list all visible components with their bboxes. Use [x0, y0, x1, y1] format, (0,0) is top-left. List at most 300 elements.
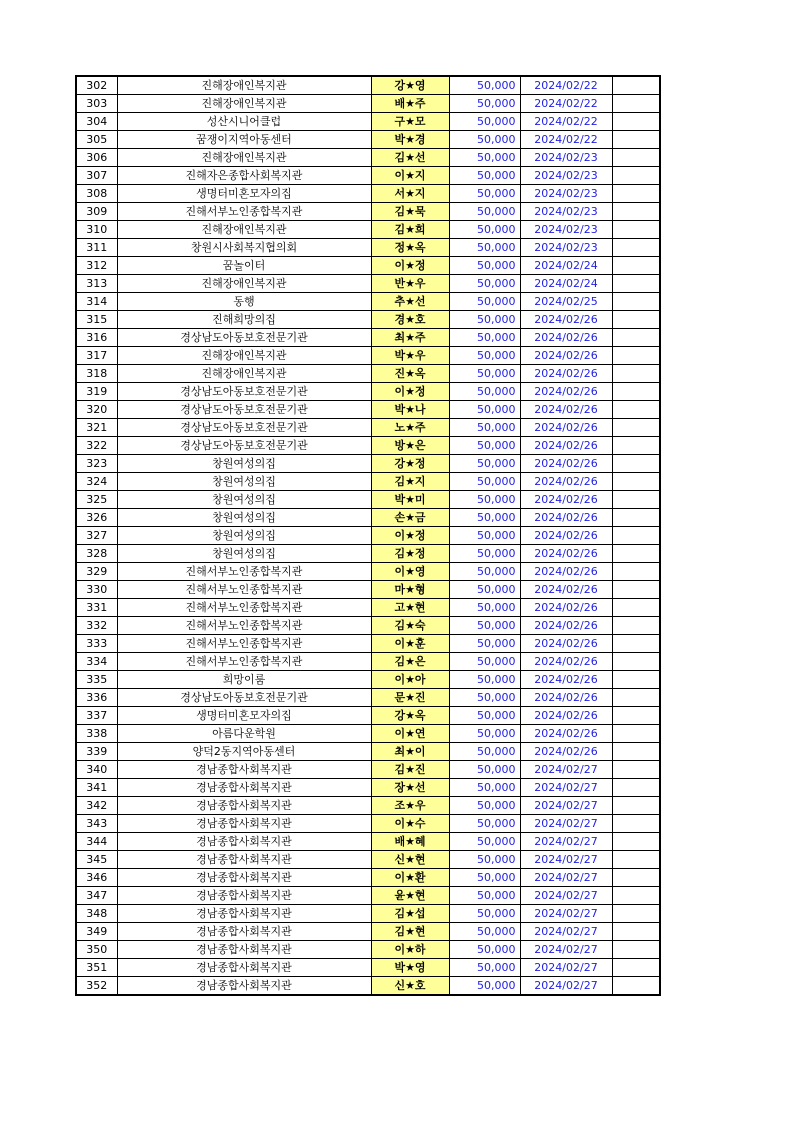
organization-cell: 희망이룸	[117, 671, 371, 689]
recipient-name-cell: 이★환	[371, 869, 449, 887]
amount-cell: 50,000	[449, 347, 520, 365]
table-row	[76, 671, 660, 689]
recipient-name-cell: 이★영	[371, 563, 449, 581]
note-cell	[612, 941, 660, 959]
row-number-cell: 319	[76, 383, 117, 401]
amount-cell: 50,000	[449, 797, 520, 815]
ledger-body	[76, 76, 660, 995]
organization-cell: 경남종합사회복지관	[117, 923, 371, 941]
amount-cell: 50,000	[449, 923, 520, 941]
date-cell: 2024/02/26	[520, 383, 612, 401]
recipient-name-cell: 이★정	[371, 527, 449, 545]
amount-cell: 50,000	[449, 833, 520, 851]
note-cell	[612, 491, 660, 509]
organization-cell: 창원여성의집	[117, 455, 371, 473]
amount-cell: 50,000	[449, 167, 520, 185]
amount-cell: 50,000	[449, 905, 520, 923]
organization-cell: 진해서부노인종합복지관	[117, 599, 371, 617]
row-number-cell: 341	[76, 779, 117, 797]
amount-cell: 50,000	[449, 869, 520, 887]
table-row	[76, 743, 660, 761]
organization-cell: 경남종합사회복지관	[117, 887, 371, 905]
amount-cell: 50,000	[449, 941, 520, 959]
organization-cell: 진해장애인복지관	[117, 275, 371, 293]
amount-cell: 50,000	[449, 311, 520, 329]
date-cell: 2024/02/23	[520, 203, 612, 221]
recipient-name-cell: 김★현	[371, 923, 449, 941]
organization-cell: 창원여성의집	[117, 491, 371, 509]
row-number-cell: 315	[76, 311, 117, 329]
date-cell: 2024/02/26	[520, 743, 612, 761]
recipient-name-cell: 김★희	[371, 221, 449, 239]
date-cell: 2024/02/27	[520, 923, 612, 941]
date-cell: 2024/02/27	[520, 761, 612, 779]
row-number-cell: 304	[76, 113, 117, 131]
amount-cell: 50,000	[449, 329, 520, 347]
date-cell: 2024/02/26	[520, 599, 612, 617]
table-row	[76, 545, 660, 563]
amount-cell: 50,000	[449, 635, 520, 653]
note-cell	[612, 221, 660, 239]
recipient-name-cell: 김★묵	[371, 203, 449, 221]
date-cell: 2024/02/27	[520, 941, 612, 959]
amount-cell: 50,000	[449, 887, 520, 905]
table-row	[76, 905, 660, 923]
table-row	[76, 815, 660, 833]
amount-cell: 50,000	[449, 293, 520, 311]
amount-cell: 50,000	[449, 383, 520, 401]
table-row	[76, 275, 660, 293]
organization-cell: 진해서부노인종합복지관	[117, 581, 371, 599]
amount-cell: 50,000	[449, 509, 520, 527]
row-number-cell: 336	[76, 689, 117, 707]
recipient-name-cell: 서★지	[371, 185, 449, 203]
organization-cell: 진해서부노인종합복지관	[117, 617, 371, 635]
note-cell	[612, 257, 660, 275]
note-cell	[612, 293, 660, 311]
table-row	[76, 581, 660, 599]
organization-cell: 동행	[117, 293, 371, 311]
note-cell	[612, 329, 660, 347]
table-row	[76, 347, 660, 365]
row-number-cell: 303	[76, 95, 117, 113]
organization-cell: 경상남도아동보호전문기관	[117, 437, 371, 455]
amount-cell: 50,000	[449, 599, 520, 617]
note-cell	[612, 833, 660, 851]
note-cell	[612, 185, 660, 203]
organization-cell: 생명터미혼모자의집	[117, 707, 371, 725]
row-number-cell: 350	[76, 941, 117, 959]
date-cell: 2024/02/26	[520, 635, 612, 653]
recipient-name-cell: 최★주	[371, 329, 449, 347]
recipient-name-cell: 이★아	[371, 671, 449, 689]
row-number-cell: 345	[76, 851, 117, 869]
note-cell	[612, 959, 660, 977]
amount-cell: 50,000	[449, 671, 520, 689]
recipient-name-cell: 박★우	[371, 347, 449, 365]
recipient-name-cell: 신★현	[371, 851, 449, 869]
table-row	[76, 419, 660, 437]
row-number-cell: 309	[76, 203, 117, 221]
date-cell: 2024/02/27	[520, 887, 612, 905]
table-row	[76, 599, 660, 617]
table-row	[76, 167, 660, 185]
table-row	[76, 293, 660, 311]
organization-cell: 창원여성의집	[117, 545, 371, 563]
organization-cell: 경남종합사회복지관	[117, 761, 371, 779]
recipient-name-cell: 손★금	[371, 509, 449, 527]
organization-cell: 창원여성의집	[117, 473, 371, 491]
recipient-name-cell: 이★수	[371, 815, 449, 833]
row-number-cell: 338	[76, 725, 117, 743]
amount-cell: 50,000	[449, 401, 520, 419]
amount-cell: 50,000	[449, 851, 520, 869]
date-cell: 2024/02/26	[520, 491, 612, 509]
organization-cell: 진해자은종합사회복지관	[117, 167, 371, 185]
recipient-name-cell: 강★옥	[371, 707, 449, 725]
table-row	[76, 203, 660, 221]
organization-cell: 경상남도아동보호전문기관	[117, 419, 371, 437]
table-row	[76, 473, 660, 491]
organization-cell: 경남종합사회복지관	[117, 833, 371, 851]
amount-cell: 50,000	[449, 581, 520, 599]
amount-cell: 50,000	[449, 545, 520, 563]
date-cell: 2024/02/24	[520, 275, 612, 293]
note-cell	[612, 509, 660, 527]
recipient-name-cell: 경★호	[371, 311, 449, 329]
date-cell: 2024/02/26	[520, 509, 612, 527]
organization-cell: 성산시니어클럽	[117, 113, 371, 131]
date-cell: 2024/02/26	[520, 311, 612, 329]
date-cell: 2024/02/23	[520, 167, 612, 185]
organization-cell: 경남종합사회복지관	[117, 869, 371, 887]
amount-cell: 50,000	[449, 707, 520, 725]
recipient-name-cell: 김★정	[371, 545, 449, 563]
note-cell	[612, 473, 660, 491]
recipient-name-cell: 이★지	[371, 167, 449, 185]
note-cell	[612, 113, 660, 131]
date-cell: 2024/02/26	[520, 545, 612, 563]
date-cell: 2024/02/27	[520, 869, 612, 887]
note-cell	[612, 689, 660, 707]
organization-cell: 경남종합사회복지관	[117, 941, 371, 959]
row-number-cell: 325	[76, 491, 117, 509]
organization-cell: 진해장애인복지관	[117, 365, 371, 383]
organization-cell: 꿈쟁이지역아동센터	[117, 131, 371, 149]
donation-ledger-table	[75, 75, 661, 996]
date-cell: 2024/02/26	[520, 527, 612, 545]
recipient-name-cell: 이★정	[371, 383, 449, 401]
table-row	[76, 941, 660, 959]
table-row	[76, 959, 660, 977]
note-cell	[612, 599, 660, 617]
amount-cell: 50,000	[449, 653, 520, 671]
date-cell: 2024/02/23	[520, 221, 612, 239]
row-number-cell: 310	[76, 221, 117, 239]
recipient-name-cell: 조★우	[371, 797, 449, 815]
row-number-cell: 333	[76, 635, 117, 653]
recipient-name-cell: 신★호	[371, 977, 449, 996]
organization-cell: 창원여성의집	[117, 509, 371, 527]
table-row	[76, 797, 660, 815]
organization-cell: 창원시사회복지협의회	[117, 239, 371, 257]
amount-cell: 50,000	[449, 131, 520, 149]
recipient-name-cell: 박★경	[371, 131, 449, 149]
table-row	[76, 977, 660, 996]
table-row	[76, 257, 660, 275]
organization-cell: 경남종합사회복지관	[117, 815, 371, 833]
date-cell: 2024/02/26	[520, 437, 612, 455]
amount-cell: 50,000	[449, 491, 520, 509]
date-cell: 2024/02/27	[520, 833, 612, 851]
date-cell: 2024/02/26	[520, 401, 612, 419]
row-number-cell: 337	[76, 707, 117, 725]
organization-cell: 경상남도아동보호전문기관	[117, 689, 371, 707]
organization-cell: 양덕2동지역아동센터	[117, 743, 371, 761]
date-cell: 2024/02/22	[520, 131, 612, 149]
note-cell	[612, 455, 660, 473]
amount-cell: 50,000	[449, 725, 520, 743]
row-number-cell: 305	[76, 131, 117, 149]
row-number-cell: 332	[76, 617, 117, 635]
table-row	[76, 527, 660, 545]
note-cell	[612, 347, 660, 365]
recipient-name-cell: 배★혜	[371, 833, 449, 851]
note-cell	[612, 923, 660, 941]
table-row	[76, 185, 660, 203]
note-cell	[612, 707, 660, 725]
date-cell: 2024/02/27	[520, 905, 612, 923]
row-number-cell: 340	[76, 761, 117, 779]
organization-cell: 창원여성의집	[117, 527, 371, 545]
amount-cell: 50,000	[449, 203, 520, 221]
note-cell	[612, 149, 660, 167]
organization-cell: 경남종합사회복지관	[117, 959, 371, 977]
table-row	[76, 689, 660, 707]
date-cell: 2024/02/26	[520, 689, 612, 707]
row-number-cell: 313	[76, 275, 117, 293]
recipient-name-cell: 김★은	[371, 653, 449, 671]
table-row	[76, 113, 660, 131]
organization-cell: 진해희망의집	[117, 311, 371, 329]
note-cell	[612, 167, 660, 185]
amount-cell: 50,000	[449, 221, 520, 239]
row-number-cell: 342	[76, 797, 117, 815]
row-number-cell: 339	[76, 743, 117, 761]
organization-cell: 진해장애인복지관	[117, 221, 371, 239]
date-cell: 2024/02/26	[520, 707, 612, 725]
row-number-cell: 330	[76, 581, 117, 599]
row-number-cell: 321	[76, 419, 117, 437]
note-cell	[612, 671, 660, 689]
row-number-cell: 351	[76, 959, 117, 977]
note-cell	[612, 725, 660, 743]
organization-cell: 진해서부노인종합복지관	[117, 653, 371, 671]
note-cell	[612, 887, 660, 905]
organization-cell: 경남종합사회복지관	[117, 977, 371, 996]
row-number-cell: 327	[76, 527, 117, 545]
recipient-name-cell: 강★정	[371, 455, 449, 473]
date-cell: 2024/02/27	[520, 779, 612, 797]
row-number-cell: 323	[76, 455, 117, 473]
date-cell: 2024/02/27	[520, 815, 612, 833]
recipient-name-cell: 반★우	[371, 275, 449, 293]
recipient-name-cell: 박★미	[371, 491, 449, 509]
organization-cell: 경남종합사회복지관	[117, 779, 371, 797]
amount-cell: 50,000	[449, 743, 520, 761]
note-cell	[612, 203, 660, 221]
note-cell	[612, 977, 660, 996]
organization-cell: 진해장애인복지관	[117, 149, 371, 167]
date-cell: 2024/02/26	[520, 671, 612, 689]
recipient-name-cell: 김★선	[371, 149, 449, 167]
recipient-name-cell: 추★선	[371, 293, 449, 311]
note-cell	[612, 239, 660, 257]
organization-cell: 꿈놀이터	[117, 257, 371, 275]
table-row	[76, 437, 660, 455]
recipient-name-cell: 이★훈	[371, 635, 449, 653]
amount-cell: 50,000	[449, 437, 520, 455]
recipient-name-cell: 정★옥	[371, 239, 449, 257]
organization-cell: 생명터미혼모자의집	[117, 185, 371, 203]
table-row	[76, 509, 660, 527]
row-number-cell: 307	[76, 167, 117, 185]
note-cell	[612, 761, 660, 779]
amount-cell: 50,000	[449, 149, 520, 167]
recipient-name-cell: 진★옥	[371, 365, 449, 383]
row-number-cell: 314	[76, 293, 117, 311]
amount-cell: 50,000	[449, 779, 520, 797]
table-row	[76, 95, 660, 113]
note-cell	[612, 401, 660, 419]
amount-cell: 50,000	[449, 113, 520, 131]
note-cell	[612, 581, 660, 599]
table-row	[76, 851, 660, 869]
row-number-cell: 344	[76, 833, 117, 851]
table-row	[76, 149, 660, 167]
organization-cell: 진해서부노인종합복지관	[117, 203, 371, 221]
recipient-name-cell: 이★정	[371, 257, 449, 275]
row-number-cell: 349	[76, 923, 117, 941]
amount-cell: 50,000	[449, 563, 520, 581]
recipient-name-cell: 배★주	[371, 95, 449, 113]
amount-cell: 50,000	[449, 473, 520, 491]
row-number-cell: 312	[76, 257, 117, 275]
row-number-cell: 331	[76, 599, 117, 617]
row-number-cell: 326	[76, 509, 117, 527]
date-cell: 2024/02/23	[520, 185, 612, 203]
recipient-name-cell: 장★선	[371, 779, 449, 797]
table-row	[76, 653, 660, 671]
row-number-cell: 352	[76, 977, 117, 996]
note-cell	[612, 383, 660, 401]
date-cell: 2024/02/26	[520, 617, 612, 635]
row-number-cell: 311	[76, 239, 117, 257]
organization-cell: 진해서부노인종합복지관	[117, 635, 371, 653]
organization-cell: 경남종합사회복지관	[117, 905, 371, 923]
row-number-cell: 316	[76, 329, 117, 347]
note-cell	[612, 95, 660, 113]
amount-cell: 50,000	[449, 617, 520, 635]
note-cell	[612, 545, 660, 563]
recipient-name-cell: 이★하	[371, 941, 449, 959]
note-cell	[612, 419, 660, 437]
note-cell	[612, 797, 660, 815]
date-cell: 2024/02/22	[520, 76, 612, 95]
row-number-cell: 329	[76, 563, 117, 581]
note-cell	[612, 635, 660, 653]
note-cell	[612, 275, 660, 293]
date-cell: 2024/02/25	[520, 293, 612, 311]
date-cell: 2024/02/23	[520, 149, 612, 167]
table-row	[76, 563, 660, 581]
date-cell: 2024/02/22	[520, 113, 612, 131]
recipient-name-cell: 노★주	[371, 419, 449, 437]
date-cell: 2024/02/26	[520, 365, 612, 383]
row-number-cell: 346	[76, 869, 117, 887]
recipient-name-cell: 윤★현	[371, 887, 449, 905]
row-number-cell: 302	[76, 76, 117, 95]
table-row	[76, 311, 660, 329]
table-row	[76, 833, 660, 851]
table-row	[76, 455, 660, 473]
date-cell: 2024/02/26	[520, 419, 612, 437]
recipient-name-cell: 김★숙	[371, 617, 449, 635]
amount-cell: 50,000	[449, 239, 520, 257]
table-row	[76, 221, 660, 239]
organization-cell: 진해장애인복지관	[117, 76, 371, 95]
organization-cell: 경남종합사회복지관	[117, 797, 371, 815]
organization-cell: 진해서부노인종합복지관	[117, 563, 371, 581]
table-row	[76, 707, 660, 725]
table-row	[76, 401, 660, 419]
note-cell	[612, 76, 660, 95]
table-row	[76, 635, 660, 653]
recipient-name-cell: 박★나	[371, 401, 449, 419]
table-row	[76, 131, 660, 149]
organization-cell: 아름다운학원	[117, 725, 371, 743]
recipient-name-cell: 김★진	[371, 761, 449, 779]
note-cell	[612, 869, 660, 887]
recipient-name-cell: 문★진	[371, 689, 449, 707]
organization-cell: 경남종합사회복지관	[117, 851, 371, 869]
table-row	[76, 491, 660, 509]
note-cell	[612, 815, 660, 833]
amount-cell: 50,000	[449, 527, 520, 545]
amount-cell: 50,000	[449, 419, 520, 437]
amount-cell: 50,000	[449, 815, 520, 833]
date-cell: 2024/02/26	[520, 581, 612, 599]
organization-cell: 경상남도아동보호전문기관	[117, 329, 371, 347]
recipient-name-cell: 최★이	[371, 743, 449, 761]
organization-cell: 경상남도아동보호전문기관	[117, 383, 371, 401]
date-cell: 2024/02/26	[520, 653, 612, 671]
row-number-cell: 318	[76, 365, 117, 383]
date-cell: 2024/02/27	[520, 851, 612, 869]
row-number-cell: 348	[76, 905, 117, 923]
amount-cell: 50,000	[449, 185, 520, 203]
table-row	[76, 887, 660, 905]
recipient-name-cell: 김★지	[371, 473, 449, 491]
recipient-name-cell: 박★영	[371, 959, 449, 977]
date-cell: 2024/02/26	[520, 563, 612, 581]
row-number-cell: 308	[76, 185, 117, 203]
table-row	[76, 76, 660, 95]
recipient-name-cell: 마★형	[371, 581, 449, 599]
table-row	[76, 761, 660, 779]
row-number-cell: 322	[76, 437, 117, 455]
row-number-cell: 328	[76, 545, 117, 563]
